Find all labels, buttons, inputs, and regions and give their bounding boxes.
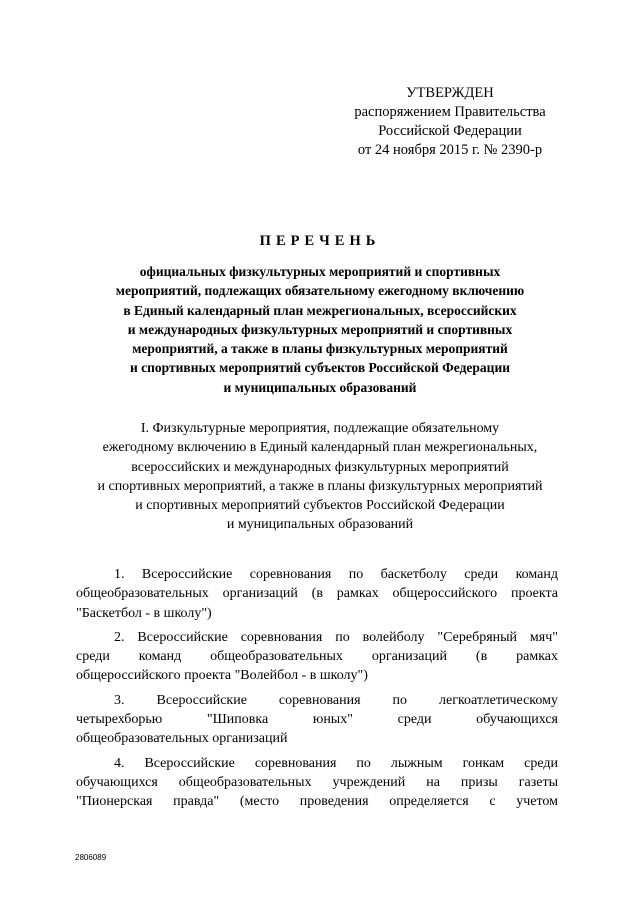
approval-line: от 24 ноября 2015 г. № 2390-р bbox=[357, 142, 543, 158]
list-item-line: четырехборью "Шиповка юных" среди обучающихся bbox=[76, 712, 558, 728]
subtitle-line: официальных физкультурных мероприятий и спортивных bbox=[139, 264, 501, 279]
list-item-line: общеобразовательных организаций bbox=[76, 731, 288, 747]
section-heading-line: и спортивных мероприятий субъектов Российской Федерации bbox=[135, 498, 505, 514]
list-item-line: 3. Всероссийские соревнования по легкоатлетическому bbox=[114, 692, 558, 708]
document-title: ПЕРЕЧЕНЬ bbox=[259, 233, 381, 249]
approval-line: Российской Федерации bbox=[378, 123, 522, 139]
document-subtitle bbox=[60, 262, 580, 397]
approval-block bbox=[330, 84, 570, 160]
list-item-line: "Баскетбол - в школу") bbox=[76, 605, 212, 621]
subtitle-line: мероприятий, а также в планы физкультурных мероприятий bbox=[132, 341, 508, 357]
document-number: 2806089 bbox=[75, 853, 107, 862]
approval-line: распоряжением Правительства bbox=[354, 104, 546, 120]
list-item-line: общеобразовательных организаций (в рамках общероссийского проекта bbox=[76, 586, 558, 602]
subtitle-line: в Единый календарный план межрегиональных, всероссийских bbox=[123, 302, 517, 318]
section-heading-line: ежегодному включению в Единый календарный план межрегиональных, bbox=[102, 440, 538, 456]
list-item-line: обучающихся общеобразовательных учреждений на призы газеты bbox=[76, 774, 558, 790]
subtitle-line: и международных физкультурных мероприятий и спортивных bbox=[127, 321, 513, 337]
section-heading-line: и муниципальных образований bbox=[226, 517, 414, 533]
list-item-line: общероссийского проекта "Волейбол - в школу") bbox=[76, 668, 368, 684]
subtitle-line: и спортивных мероприятий субъектов Российской Федерации bbox=[129, 360, 511, 376]
subtitle-line: мероприятий, подлежащих обязательному ежегодному включению bbox=[115, 283, 525, 299]
subtitle-line: и муниципальных образований bbox=[223, 379, 417, 395]
list-item bbox=[76, 628, 558, 686]
list-item-line: "Пионерская правда" (место проведения определяется с учетом bbox=[76, 794, 558, 810]
section-heading-line: I. Физкультурные мероприятия, подлежащие обязательному bbox=[140, 421, 500, 436]
section-heading-line: и спортивных мероприятий, а также в планы физкультурных мероприятий bbox=[97, 478, 543, 494]
list-item-line: 1. Всероссийские соревнования по баскетболу среди команд bbox=[114, 567, 558, 582]
event-list bbox=[76, 565, 558, 817]
list-item-line: 2. Всероссийские соревнования по волейболу "Серебряный мяч" bbox=[114, 629, 558, 645]
list-item bbox=[76, 565, 558, 623]
list-item-line: среди команд общеобразовательных организаций (в рамках bbox=[76, 649, 558, 665]
list-item bbox=[76, 691, 558, 749]
list-item bbox=[76, 754, 558, 812]
section-heading-line: всероссийских и международных физкультурных мероприятий bbox=[131, 459, 509, 475]
approval-line: УТВЕРЖДЕН bbox=[406, 85, 494, 101]
section-heading bbox=[50, 419, 590, 535]
list-item-line: 4. Всероссийские соревнования по лыжным гонкам среди bbox=[114, 755, 558, 771]
